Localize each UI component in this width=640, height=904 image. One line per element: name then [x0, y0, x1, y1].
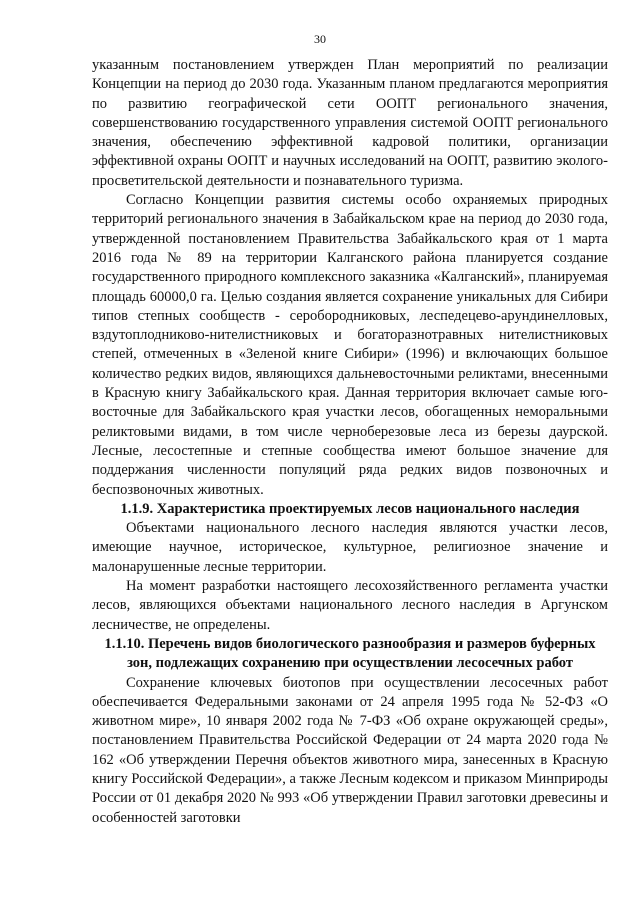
paragraph-biotope-protection: Сохранение ключевых биотопов при осуществлении лесосечных работ обеспечивается Федеральными законами от 24 апреля 1995 года № 52-ФЗ «О животном мире», 10 января 2002 года № 7-ФЗ «Об охране окружающей среды», постановлением Правительства Российской Федерации от 24 марта 2020 года № 162 «Об утверждении Перечня объектов животного мира, занесенных в Красную книгу Российской Федерации», а также Лесным кодексом и приказом Минприроды России от 01 декабря 2020 № 993 «Об утверждении Правил заготовки древесины и особенностей заготовки	[92, 674, 608, 826]
paragraph-heritage-objects: Объектами национального лесного наследия являются участки лесов, имеющие научное, историческое, культурное, религиозное значение и малонарушенные лесные территории.	[92, 520, 608, 575]
paragraph-continuation: указанным постановлением утвержден План мероприятий по реализации Концепции на период до 2030 года. Указанным планом предлагаются мероприятия по развитию географической сети ООПТ регионального значения, совершенствованию государственного управления системой ООПТ регионального значения, обеспечению эффективной кадровой политики, организации эффективной охраны ООПТ и научных исследований на ООПТ, развитию эколого-просветительской деятельности и познавательного туризма.	[92, 57, 608, 189]
page-number: 30	[314, 32, 326, 46]
page-body	[92, 56, 608, 828]
section-heading-1-1-10: 1.1.10. Перечень видов биологического разнообразия и размеров буферных зон, подлежащих сохранению при осуществлении лесосечных работ	[104, 635, 596, 672]
paragraph-concept-zakaznik: Согласно Концепции развития системы особо охраняемых природных территорий регионального значения в Забайкальском крае на период до 2030 года, утвержденной постановлением Правительства Забайкальского края от 1 марта 2016 года № 89 на территории Калганского района планируется создание государственного природного комплексного заказника «Калганский», планируемая площадь 60000,0 га. Целью создания является сохранение уникальных для Сибири типов степных сообществ - серобородниковых, леспедецево-арундинелловых, вздутоплодниково-нителистниковых и богаторазнотравных нителистниковых степей, отмеченных в «Зеленой книге Сибири» (1996) и включающих большое количество редких видов, являющихся дальневосточными реликтами, внесенными в Красную книгу Забайкальского края. Данная территория включает самые юго-восточные для Забайкальского края участки лесов, обогащенных неморальными реликтовыми видами, в том числе черноберезовые леса из березы даурской. Лесные, лесостепные и степные сообщества имеют большое значение для поддержания численности популяций ряда редких видов позвоночных и беспозвоночных животных.	[92, 192, 608, 498]
paragraph-heritage-not-defined: На момент разработки настоящего лесохозяйственного регламента участки лесов, являющихся объектами национального лесного наследия в Аргунском лесничестве, не определены.	[92, 578, 608, 633]
section-heading-1-1-9: 1.1.9. Характеристика проектируемых лесов национального наследия	[120, 500, 580, 517]
